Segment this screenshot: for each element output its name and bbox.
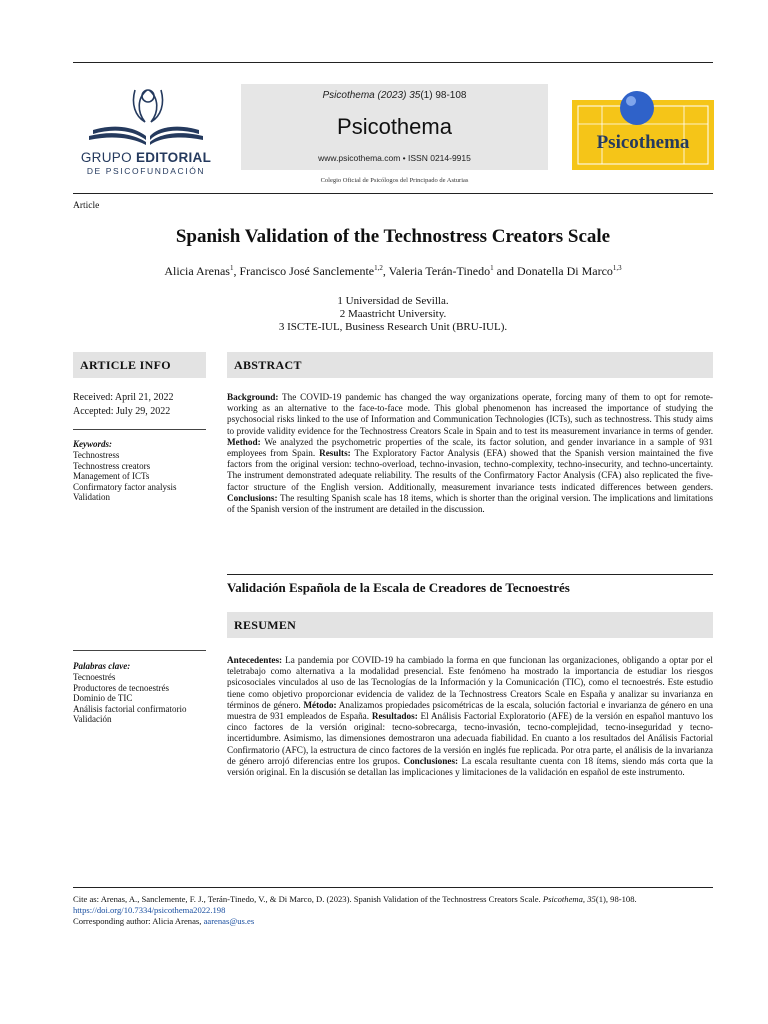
keyword: Management of ICTs: [73, 471, 150, 481]
keyword: Technostress creators: [73, 460, 151, 471]
accepted-date: Accepted: July 29, 2022: [73, 406, 171, 417]
affiliation: 3 ISCTE-IUL, Business Research Unit (BRU-IUL).: [278, 321, 508, 333]
keyword: Validation: [73, 492, 110, 502]
keyword: Validación: [73, 714, 112, 724]
svg-text:Psicothema: Psicothema: [596, 132, 690, 153]
affiliation: 2 Maastricht University.: [339, 308, 447, 320]
spanish-rule: [227, 574, 713, 575]
palabras-clave: Palabras clave: Tecnoestrés Productores de tecnoestrés Dominio de TIC Análisis factorial confirmatorio Validación: [73, 660, 206, 725]
email-link[interactable]: aarenas@us.es: [203, 916, 255, 926]
publisher-name: GRUPO EDITORIAL: [80, 150, 212, 165]
article-title: Spanish Validation of the Technostress Creators Scale: [175, 226, 611, 247]
abstract-heading: ABSTRACT: [227, 352, 713, 378]
keyword: Confirmatory factor analysis: [73, 481, 177, 492]
publisher-subtitle: DE PSICOFUNDACIÓN: [86, 166, 206, 176]
article-info-heading: ARTICLE INFO: [73, 352, 206, 378]
journal-citation: Psicothema (2023) 35(1) 98-108: [322, 90, 467, 101]
article-dates: [73, 391, 206, 419]
citation-footer: [73, 894, 713, 927]
keyword: Productores de tecnoestrés: [73, 682, 169, 693]
abstract-body: Background: The COVID-19 pandemic has changed the way organizations operate, forcing many of them to opt for remote-working as an alternative to the face-to-face mode. This global phenomenon has increased the importance of studying the psychosocial risks linked to the use of Information and Communication Technologies (ICTs), such as technostress. This study aims to provide validity evidence for the Technostress Creators Scale in Spain and to test its measurement invariance in terms of gender. Method: We analyzed the psychometric properties of the scale, its factor solution, and gender invariance in a sample of 931 employees from Spain. Results: The Exploratory Factor Analysis (EFA) showed that the Spanish version maintained the five factors from the original version: techno-overload, techno-invasion, techno-complexity, techno-insecurity, and techno-uncertainty. The instrument demonstrated adequate reliability. The results of the Confirmatory Factor Analysis (CFA) also replicated the five-factor structure of the English version. Additionally, measurement invariance tests indicated differences between genders. Conclusions: The resulting Spanish scale has 18 items, which is shorter than the original version. The implications and limitations of the Spanish version of the instrument are detailed in the discussion.: [227, 392, 713, 515]
journal-header-box: [241, 84, 548, 170]
article-type: Article: [73, 201, 100, 211]
college-name: Colegio Oficial de Psicólogos del Principado de Asturias: [320, 177, 469, 184]
resumen-heading: RESUMEN: [227, 612, 713, 638]
journal-url-issn: www.psicothema.com • ISSN 0214-9915: [318, 153, 471, 163]
keyword: Análisis factorial confirmatorio: [73, 703, 187, 714]
ball-icon: [620, 91, 654, 125]
header-rule: [73, 193, 713, 194]
journal-name: Psicothema: [337, 114, 452, 139]
author-list: Alicia Arenas$^1$, Francisco José Sanclemente$^{1,2}$, Valeria Terán-Tinedo$^1$ and Donatella Di Marco$^{1,3}$: [164, 264, 622, 278]
divider: [73, 429, 206, 430]
keyword: Tecnoestrés: [73, 672, 116, 682]
keyword: Dominio de TIC: [73, 693, 133, 703]
cite-as: Cite as: Arenas, A., Sanclemente, F. J., Terán-Tinedo, V., & Di Marco, D. (2023). Spanish Validation of the Technostress Creators Scale. Psicothema, 35(1), 98-108. https://doi.org/10.7334/psicothema2022.198: [73, 894, 637, 915]
corresponding-author: Corresponding author: Alicia Arenas, aarenas@us.es: [73, 916, 255, 926]
top-rule: [73, 62, 713, 63]
doi-link[interactable]: https://doi.org/10.7334/psicothema2022.198: [73, 905, 226, 915]
resumen-body: Antecedentes: La pandemia por COVID-19 ha cambiado la forma en que funcionan las organizaciones, obligando a optar por el teletrabajo como alternativa a la modalidad presencial. Este fenómeno ha mostrado la importancia de estudiar los riesgos psicosociales vinculados al uso de las Tecnologías de la Información y la Comunicación (TIC), como el tecnoestrés. Este estudio tiene como objetivo proporcionar evidencia de validez de la Technostress Creators Scale en España y analizar su invarianza en términos de género. Método: Analizamos propiedades psicométricas de la escala, solución factorial e invarianza de género en una muestra de 931 empleados de España. Resultados: El Análisis Factorial Exploratorio (AFE) de la versión en español mantuvo los cinco factores de la versión original: tecno-sobrecarga, tecno-invasión, tecno-complejidad, tecno-inseguridad y tecno-incertidumbre. Asimismo, las dimensiones demostraron una adecuada fiabilidad. En cuanto a los resultados del Análisis Factorial Confirmatorio (AFC), la estructura de cinco factores de la versión en inglés fue replicada. Por otra parte, el análisis de la invarianza de género arrojó diferencias entre los grupos. Conclusiones: La escala resultante cuenta con 18 ítems, siendo más corta que la versión original. En la discusión se detallan las implicaciones y limitaciones de la validación en español de este instrumento.: [227, 655, 714, 778]
divider: [73, 650, 206, 651]
received-date: Received: April 21, 2022: [73, 392, 174, 403]
keywords: Keywords: Technostress Technostress creators Management of ICTs Confirmatory factor analysis Validation: [73, 438, 206, 503]
footer-rule: [73, 887, 713, 888]
journal-logo: [572, 86, 714, 170]
keyword: Technostress: [73, 450, 120, 460]
affiliation: 1 Universidad de Sevilla.: [337, 295, 449, 307]
open-book-icon: [73, 82, 219, 148]
spanish-title: Validación Española de la Escala de Creadores de Tecnoestrés: [227, 580, 570, 595]
